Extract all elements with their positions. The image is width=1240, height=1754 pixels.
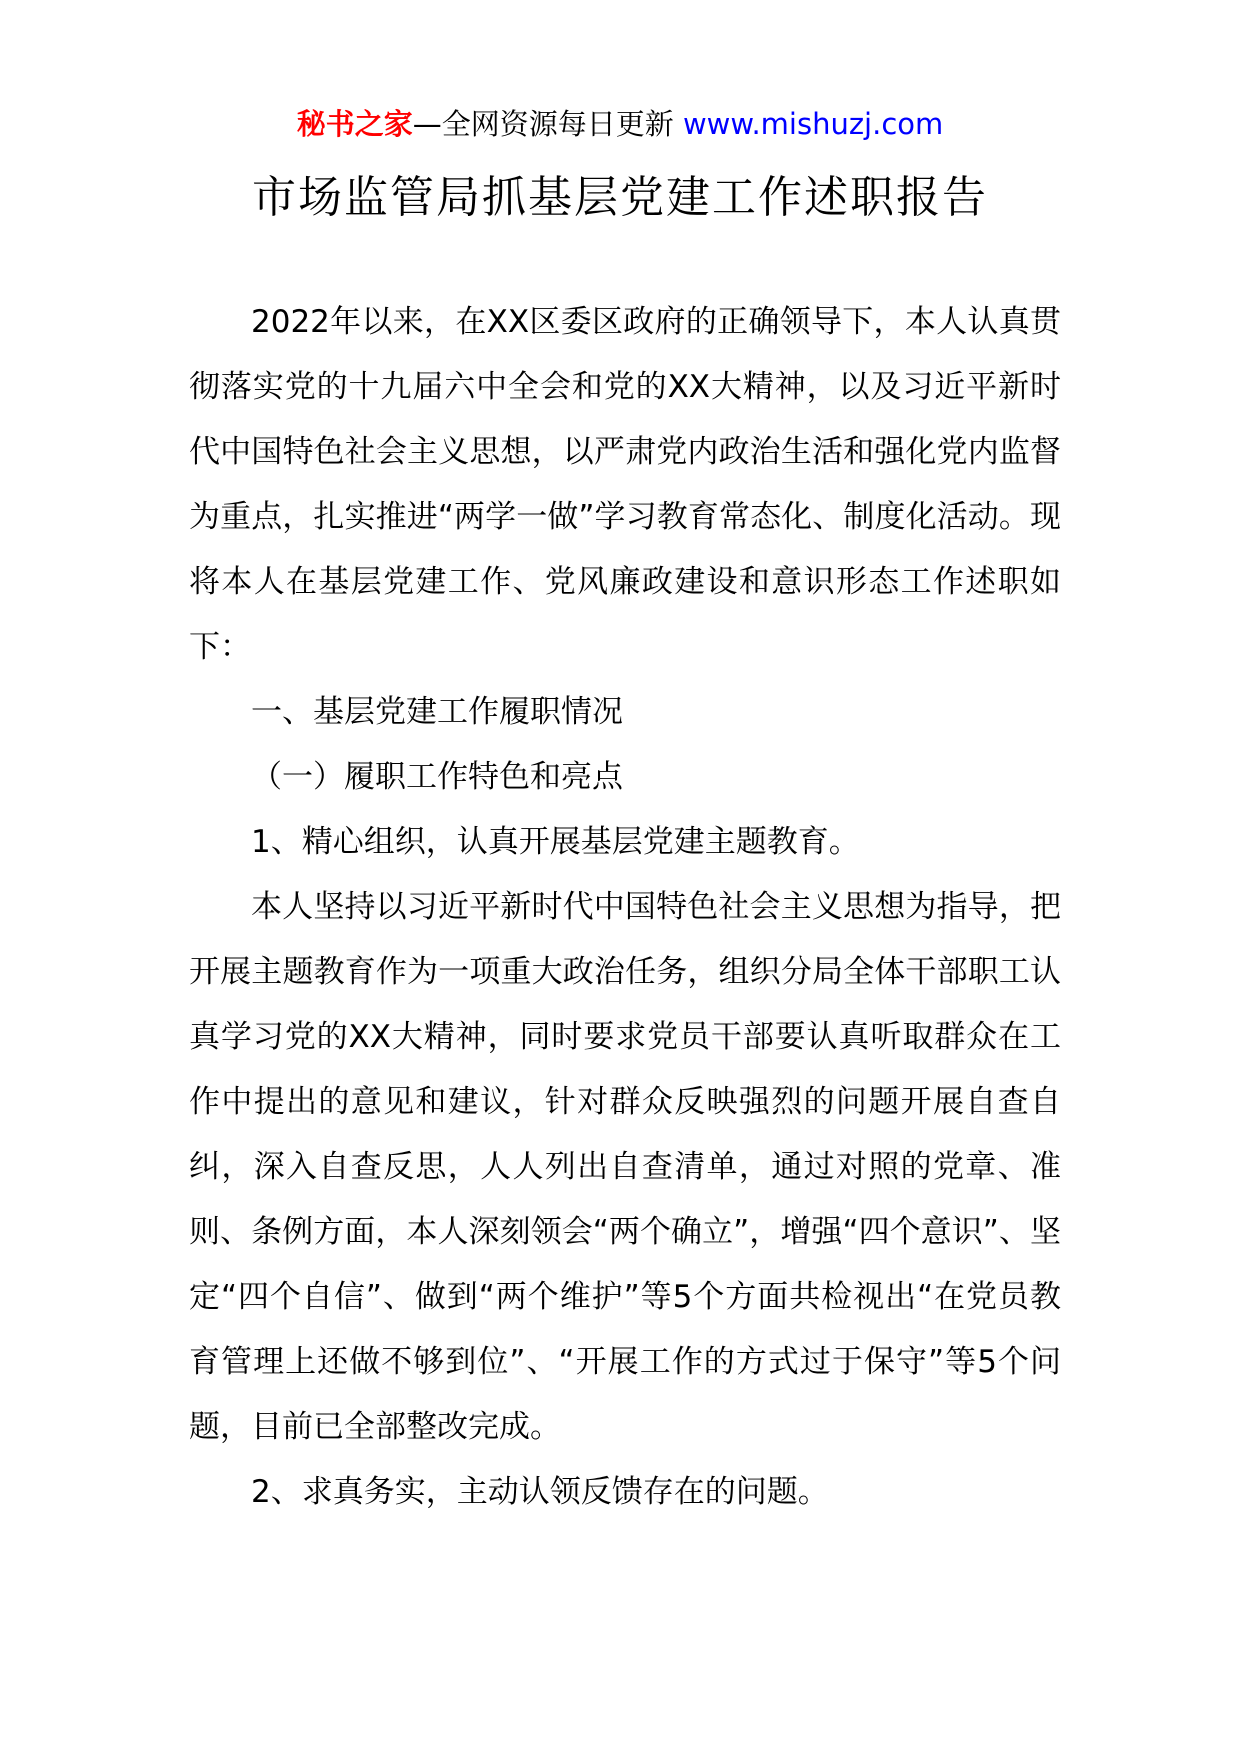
subsection-heading: （一）履职工作特色和亮点 bbox=[251, 759, 623, 795]
site-tagline: —全网资源每日更新 bbox=[412, 107, 683, 141]
document-body bbox=[189, 290, 1061, 1525]
item-heading-1: 1、精心组织，认真开展基层党建主题教育。 bbox=[251, 824, 860, 860]
item-heading-2: 2、求真务实，主动认领反馈存在的问题。 bbox=[251, 1474, 829, 1510]
intro-paragraph: 2022年以来，在XX区委区政府的正确领导下，本人认真贯彻落实党的十九届六中全会和党的XX大精神，以及习近平新时代中国特色社会主义思想，以严肃党内政治生活和强化党内监督为重点，扎实推进“两学一做”学习教育常态化、制度化活动。现将本人在基层党建工作、党风廉政建设和意识形态工作述职如下： bbox=[189, 304, 1061, 665]
site-header bbox=[0, 104, 1240, 144]
section-heading: 一、基层党建工作履职情况 bbox=[251, 694, 623, 730]
site-brand: 秘书之家 bbox=[296, 107, 413, 141]
document-title: 市场监管局抓基层党建工作述职报告 bbox=[252, 172, 988, 223]
site-url-link[interactable]: www.mishuzj.com bbox=[682, 107, 944, 141]
body-paragraph: 本人坚持以习近平新时代中国特色社会主义思想为指导，把开展主题教育作为一项重大政治任务，组织分局全体干部职工认真学习党的XX大精神，同时要求党员干部要认真听取群众在工作中提出的意见和建议，针对群众反映强烈的问题开展自查自纠，深入自查反思，人人列出自查清单，通过对照的党章、准则、条例方面，本人深刻领会“两个确立”，增强“四个意识”、坚定“四个自信”、做到“两个维护”等5个方面共检视出“在党员教育管理上还做不够到位”、“开展工作的方式过于保守”等5个问题，目前已全部整改完成。 bbox=[189, 889, 1061, 1445]
